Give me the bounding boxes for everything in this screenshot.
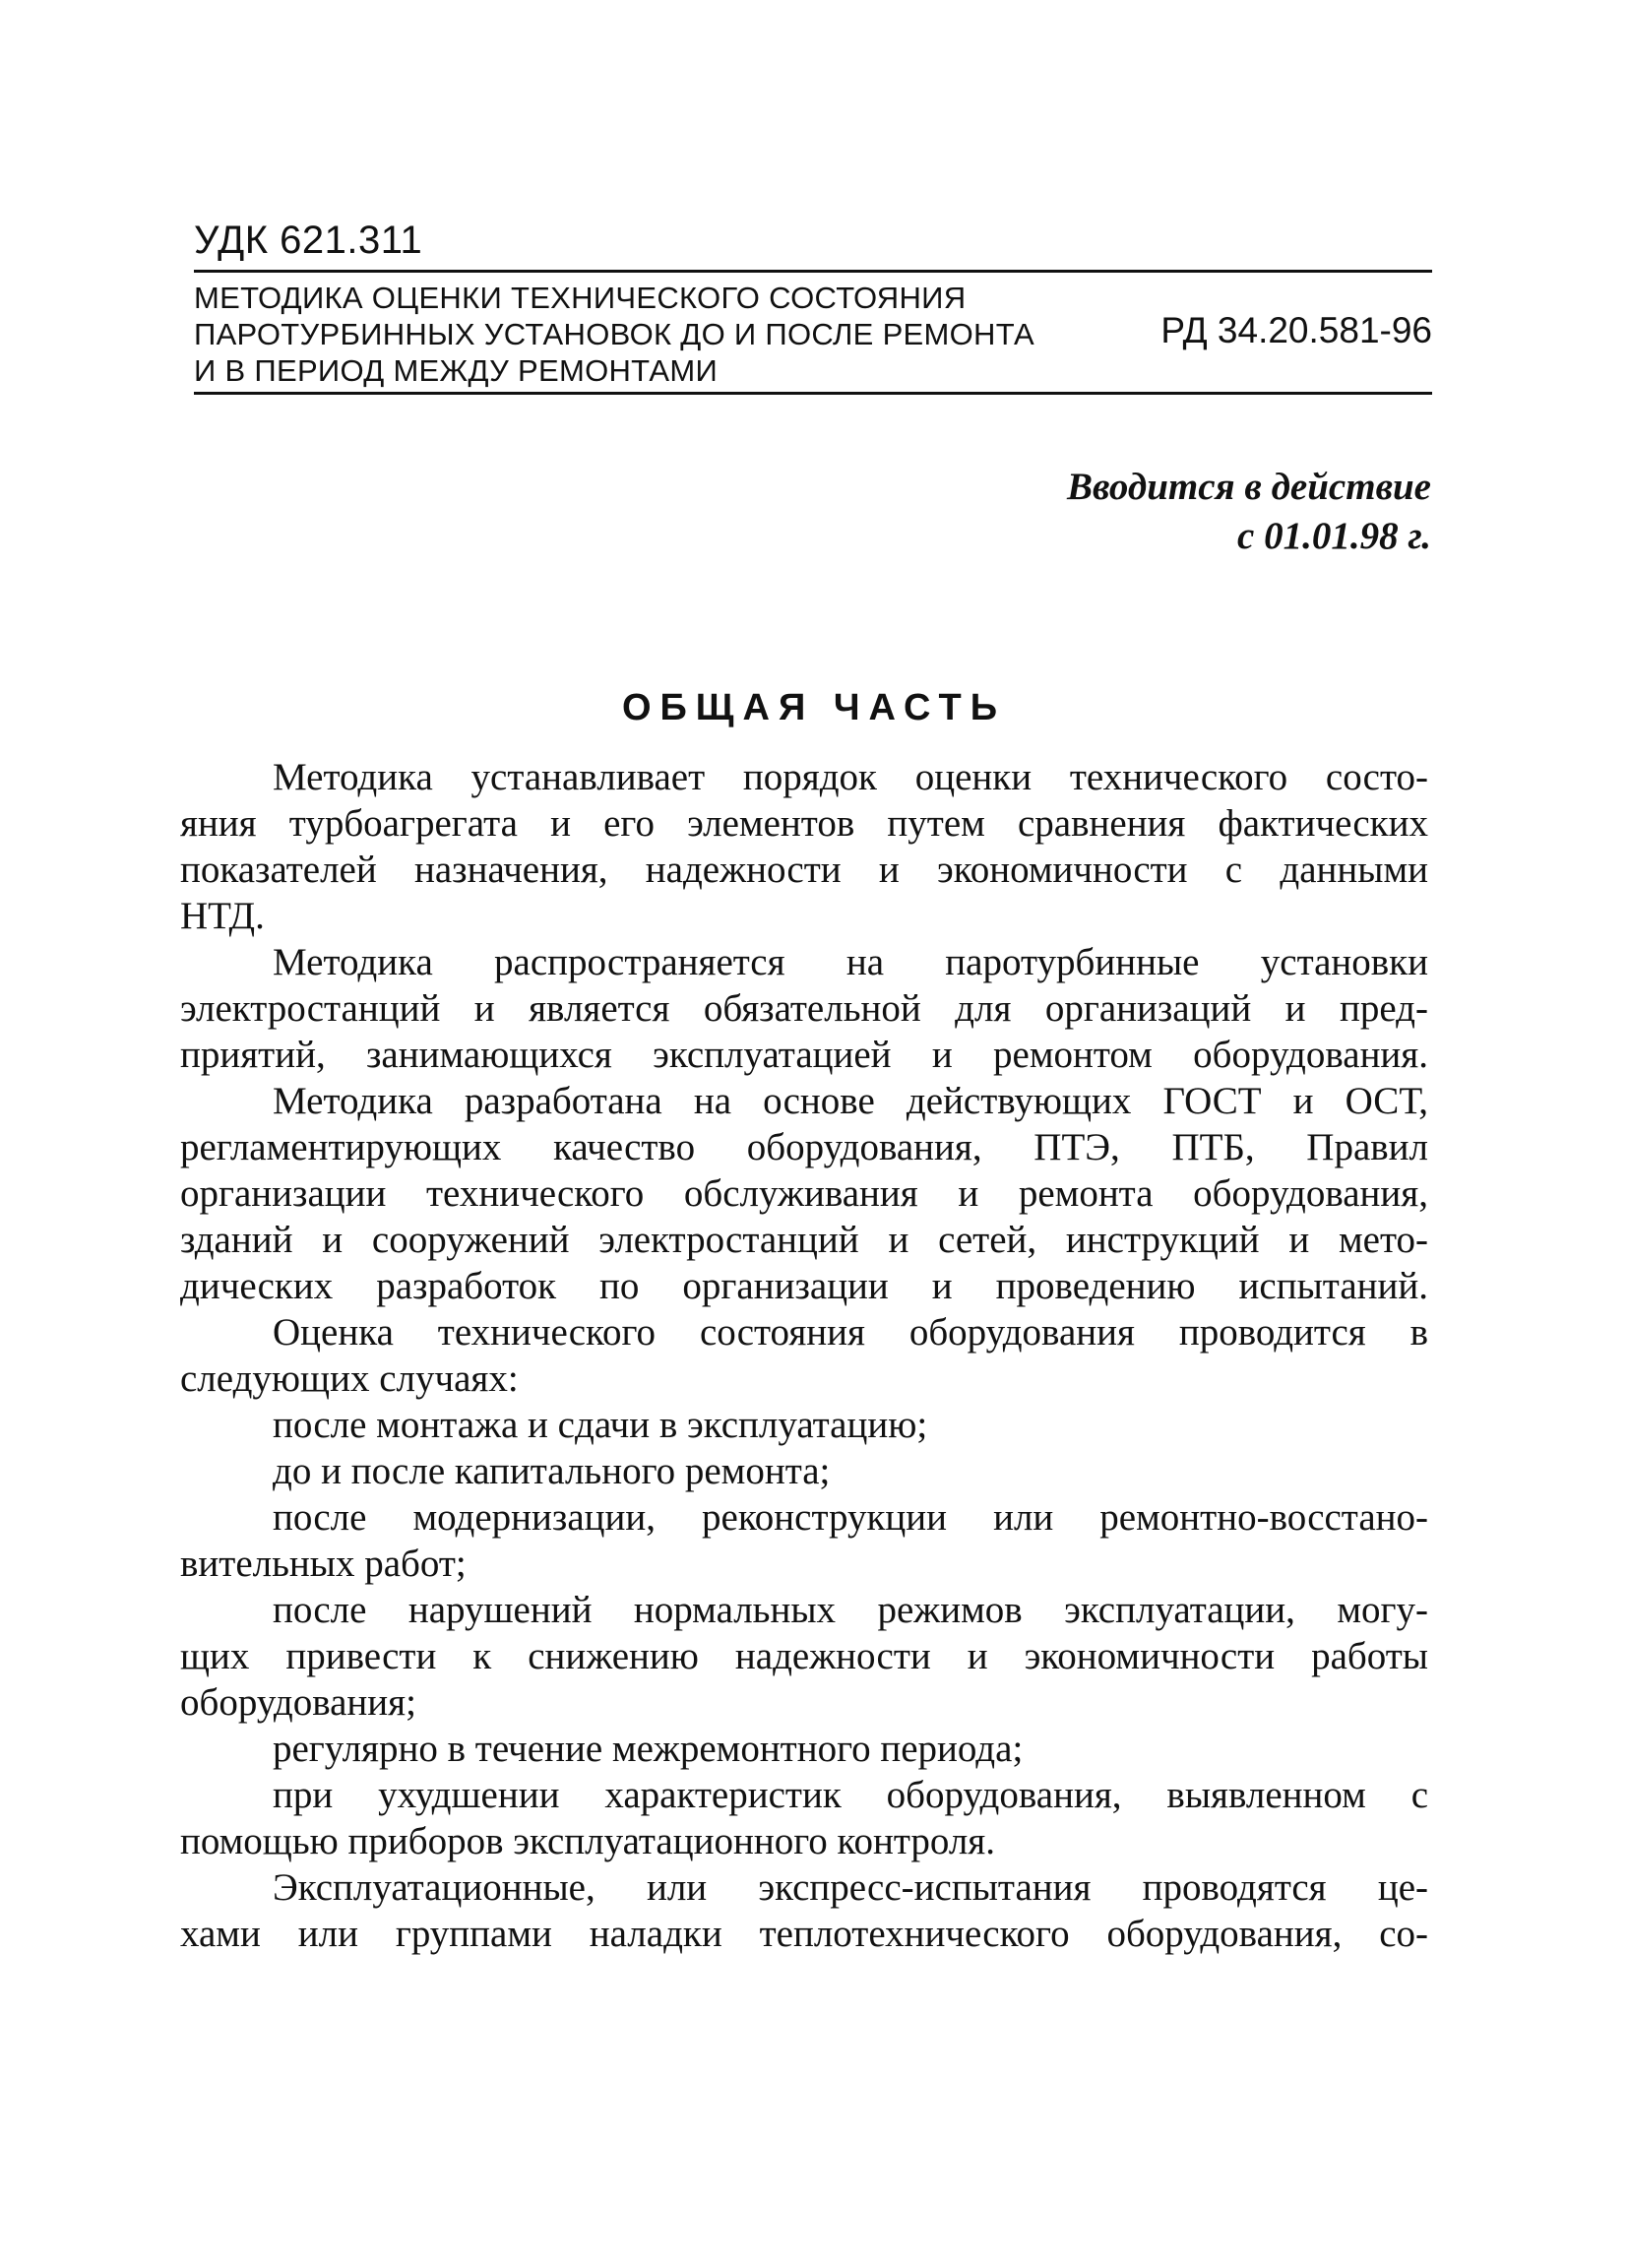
body-line: зданий и сооружений электростанций и сетей, инструкций и мето- xyxy=(180,1219,1428,1261)
body-text xyxy=(180,754,1428,1957)
body-line: до и после капитального ремонта; xyxy=(273,1450,831,1492)
body-line: электростанций и является обязательной для организаций и пред- xyxy=(180,987,1428,1030)
document-title-line: МЕТОДИКА ОЦЕНКИ ТЕХНИЧЕСКОГО СОСТОЯНИЯ xyxy=(194,281,967,315)
body-line: после модернизации, реконструкции или ремонтно-восстано- xyxy=(273,1496,1428,1539)
body-line: Методика устанавливает порядок оценки технического состо- xyxy=(273,756,1428,798)
body-line: после монтажа и сдачи в эксплуатацию; xyxy=(273,1404,928,1446)
body-line: Методика распространяется на паротурбинные установки xyxy=(273,941,1428,983)
body-line: показателей назначения, надежности и экономичности с данными xyxy=(180,849,1428,891)
body-line: щих привести к снижению надежности и экономичности работы xyxy=(180,1635,1428,1677)
document-title xyxy=(194,280,1139,389)
section-heading: ОБЩАЯ ЧАСТЬ xyxy=(621,687,1007,728)
body-line: следующих случаях: xyxy=(180,1357,519,1400)
body-line: при ухудшении характеристик оборудования, выявленном с xyxy=(273,1774,1428,1816)
body-line: организации технического обслуживания и ремонта оборудования, xyxy=(180,1172,1428,1215)
body-line: приятий, занимающихся эксплуатацией и ремонтом оборудования. xyxy=(180,1034,1428,1076)
body-line: регулярно в течение межремонтного периода; xyxy=(273,1728,1024,1770)
body-line: дических разработок по организации и проведению испытаний. xyxy=(180,1265,1428,1307)
body-line: яния турбоагрегата и его элементов путем сравнения фактических xyxy=(180,802,1428,845)
body-line: помощью приборов эксплуатационного контроля. xyxy=(180,1820,995,1862)
body-line: Оценка технического состояния оборудования проводится в xyxy=(273,1311,1428,1354)
body-line: регламентирующих качество оборудования, ПТЭ, ПТБ, Правил xyxy=(180,1126,1428,1168)
effective-date-line: с 01.01.98 г. xyxy=(1237,515,1431,557)
udk-code: УДК 621.311 xyxy=(194,219,423,262)
document-code: РД 34.20.581-96 xyxy=(1160,310,1432,350)
header-top-rule xyxy=(194,270,1432,273)
body-line: НТД. xyxy=(180,895,265,937)
body-line: оборудования; xyxy=(180,1681,416,1724)
effective-date-note xyxy=(1067,463,1431,561)
body-line: Методика разработана на основе действующих ГОСТ и ОСТ, xyxy=(273,1080,1428,1122)
header-bottom-rule xyxy=(194,392,1432,395)
body-line: вительных работ; xyxy=(180,1543,467,1585)
body-line: после нарушений нормальных режимов эксплуатации, могу- xyxy=(273,1589,1428,1631)
body-line: Эксплуатационные, или экспресс-испытания проводятся це- xyxy=(273,1866,1428,1909)
document-title-line: ПАРОТУРБИННЫХ УСТАНОВОК ДО И ПОСЛЕ РЕМОНТА xyxy=(194,317,1034,351)
body-line: хами или группами наладки теплотехнического оборудования, со- xyxy=(180,1913,1428,1955)
effective-date-line: Вводится в действие xyxy=(1066,466,1431,508)
document-title-line: И В ПЕРИОД МЕЖДУ РЕМОНТАМИ xyxy=(194,353,719,388)
